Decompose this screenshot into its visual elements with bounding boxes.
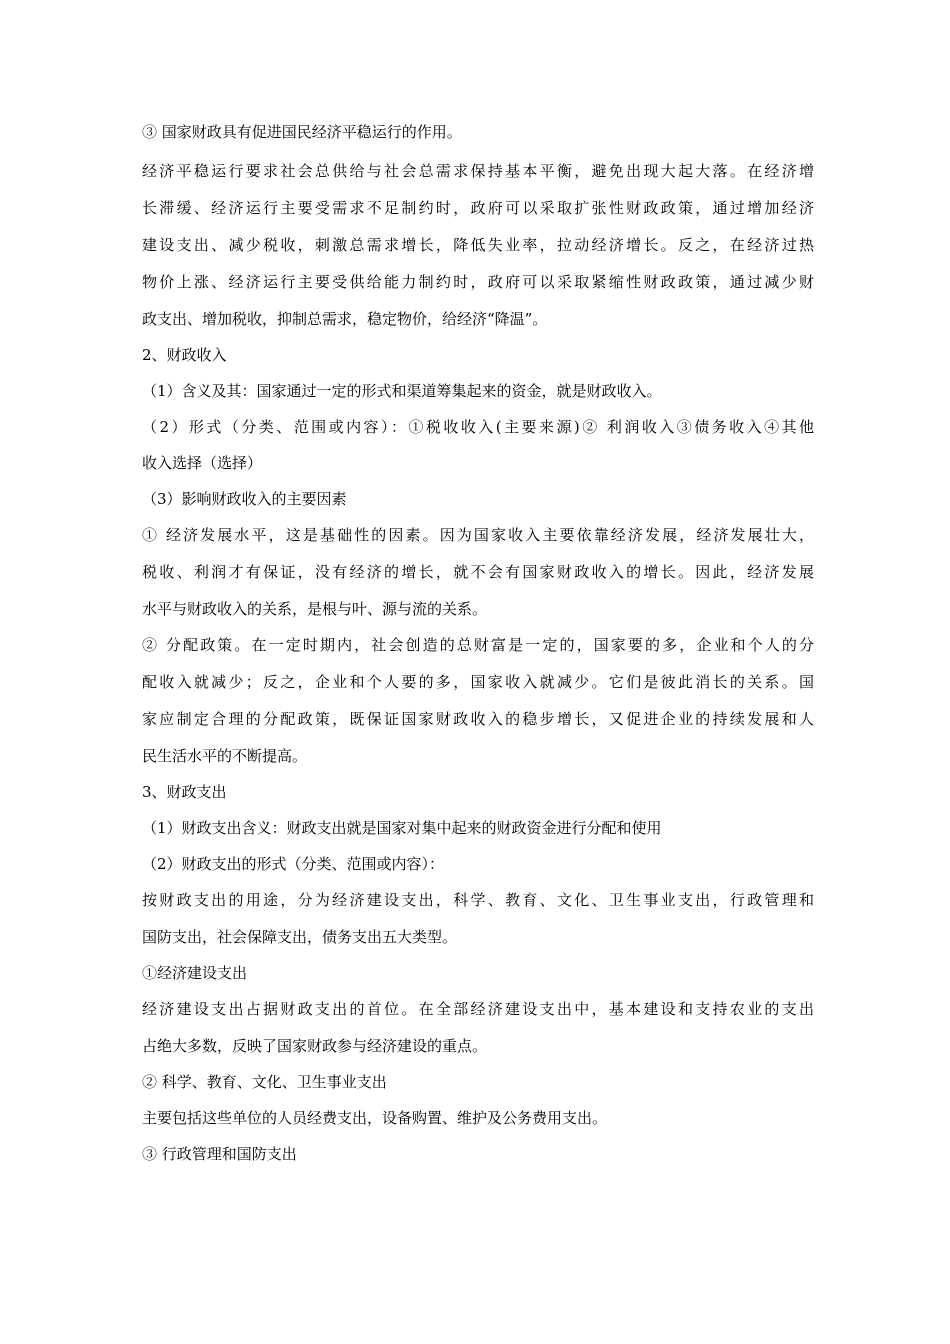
paragraph-line: 占绝大多数，反映了国家财政参与经济建设的重点。 — [142, 1037, 488, 1055]
paragraph-line: ① 经济发展水平，这是基础性的因素。因为国家收入主要依靠经济发展，经济发展壮大， — [142, 526, 814, 544]
paragraph-line: ③ 国家财政具有促进国民经济平稳运行的作用。 — [142, 123, 462, 141]
section-heading: 2、财政收入 — [142, 346, 227, 364]
paragraph-line: 配收入就减少；反之，企业和个人要的多，国家收入就减少。它们是彼此消长的关系。国 — [142, 673, 814, 691]
paragraph-line: 水平与财政收入的关系，是根与叶、源与流的关系。 — [142, 600, 488, 618]
paragraph-line: 经济建设支出占据财政支出的首位。在全部经济建设支出中，基本建设和支持农业的支出 — [142, 1000, 814, 1018]
paragraph-line: 民生活水平的不断提高。 — [142, 747, 308, 765]
document-body — [142, 122, 814, 1164]
paragraph-line: （2）财政支出的形式（分类、范围或内容）： — [142, 855, 445, 873]
paragraph-line: （2）形式（分类、范围或内容）：①税收收入(主要来源)② 利润收入③债务收入④其他 — [142, 418, 814, 436]
paragraph-line: 收入选择（选择） — [142, 454, 263, 472]
paragraph-line: 主要包括这些单位的人员经费支出，设备购置、维护及公务费用支出。 — [142, 1109, 608, 1127]
paragraph-line: 经济平稳运行要求社会总供给与社会总需求保持基本平衡，避免出现大起大落。在经济增 — [142, 162, 814, 180]
section-heading: 3、财政支出 — [142, 783, 227, 801]
paragraph-line: （1）含义及其：国家通过一定的形式和渠道筹集起来的资金，就是财政收入。 — [142, 382, 662, 400]
paragraph-line: 家应制定合理的分配政策，既保证国家财政收入的稳步增长，又促进企业的持续发展和人 — [142, 710, 814, 728]
paragraph-line: 国防支出，社会保障支出，债务支出五大类型。 — [142, 928, 458, 946]
paragraph-line: （3）影响财政收入的主要因素 — [142, 490, 347, 508]
paragraph-line: 建设支出、减少税收，刺激总需求增长，降低失业率，拉动经济增长。反之，在经济过热 — [142, 236, 814, 254]
paragraph-line: 按财政支出的用途，分为经济建设支出，科学、教育、文化、卫生事业支出，行政管理和 — [142, 891, 814, 909]
paragraph-line: ①经济建设支出 — [142, 964, 248, 982]
paragraph-line: （1）财政支出含义：财政支出就是国家对集中起来的财政资金进行分配和使用 — [142, 819, 662, 837]
paragraph-line: 税收、利润才有保证，没有经济的增长，就不会有国家财政收入的增长。因此，经济发展 — [142, 563, 814, 581]
paragraph-line: 政支出、增加税收，抑制总需求，稳定物价，给经济“降温”。 — [142, 310, 548, 328]
paragraph-line: ② 分配政策。在一定时期内，社会创造的总财富是一定的，国家要的多，企业和个人的分 — [142, 636, 814, 654]
paragraph-line: ② 科学、教育、文化、卫生事业支出 — [142, 1073, 387, 1091]
paragraph-line: 物价上涨、经济运行主要受供给能力制约时，政府可以采取紧缩性财政政策，通过减少财 — [142, 273, 814, 291]
paragraph-line: ③ 行政管理和国防支出 — [142, 1145, 297, 1163]
paragraph-line: 长滞缓、经济运行主要受需求不足制约时，政府可以采取扩张性财政政策，通过增加经济 — [142, 199, 814, 217]
